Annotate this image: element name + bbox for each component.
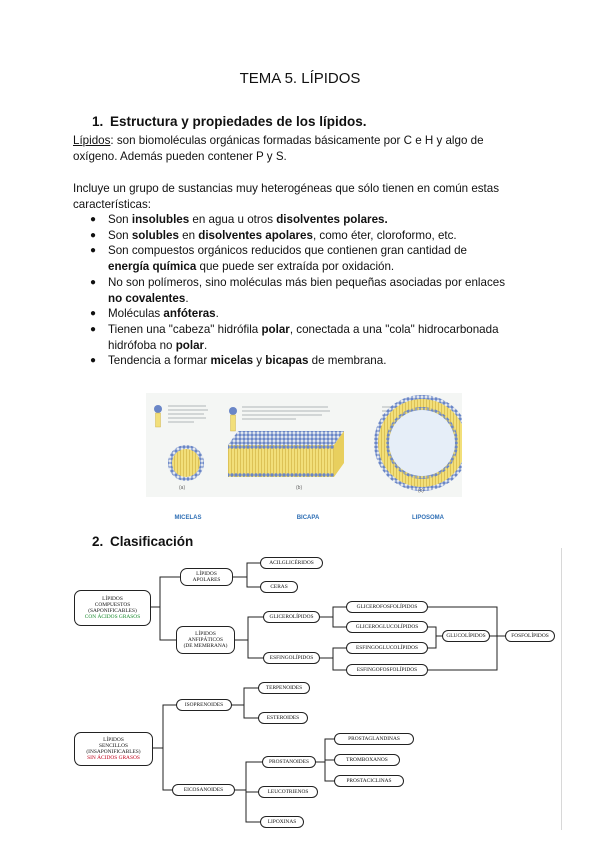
node-line: COMPUESTOS: [94, 601, 131, 608]
node-leucotrienos: LEUCOTRIENOS: [258, 786, 318, 798]
bullet-text: Tienen una "cabeza" hidrófila: [108, 322, 262, 336]
node-lipidos-compuestos: [74, 590, 151, 626]
section-2-number: 2.: [92, 534, 104, 549]
node-line: ANFIPÁTICOS: [187, 636, 224, 643]
node-line: (DE MEMBRANA): [183, 643, 228, 650]
node-esfingoglucolipidos: ESFINGOGLUCOLÍPIDOS: [346, 642, 428, 654]
section-1-title: Estructura y propiedades de los lípidos.: [110, 114, 367, 129]
node-line: LÍPIDOS: [102, 595, 123, 602]
bullet-bold: polar: [261, 322, 290, 336]
node-line: LÍPIDOS: [195, 630, 216, 637]
node-line: SIN ÁCIDOS GRASOS: [87, 755, 140, 762]
definition-text-1: : son biomoléculas orgánicas formadas básicamente por C e H y algo de: [110, 134, 484, 147]
node-line: (INSAPONIFICABLES): [86, 749, 141, 755]
bullet-text: .: [204, 338, 208, 352]
bullet-bold: energía química: [108, 260, 197, 274]
bullet-text: .: [185, 291, 189, 305]
bullet-text: , conectada a una "cola" hidrocarbonada hidrófoba no: [108, 322, 499, 352]
node-terpenoides: TERPENOIDES: [258, 682, 310, 694]
node-glicerofosfolipidos: GLICEROFOSFOLÍPIDOS: [346, 601, 428, 613]
node-line: CON ÁCIDOS GRASOS: [84, 614, 141, 621]
bullet-bold: micelas: [210, 354, 254, 368]
bullet-text: que puede ser extraída por oxidación.: [196, 260, 395, 274]
bullet-bold: solubles: [131, 228, 179, 242]
node-line: LÍPIDOS: [196, 570, 217, 577]
bullet-bold: disolventes apolares: [198, 228, 313, 242]
scan-edge-divider: [561, 548, 562, 830]
node-lipidos-apolares: [180, 568, 233, 586]
bullet-text: Son: [108, 228, 132, 242]
node-prostanoides: PROSTANOIDES: [262, 756, 316, 768]
definition-term: Lípidos: [73, 134, 111, 147]
page-title: TEMA 5. LÍPIDOS: [239, 70, 361, 87]
node-ceras: CERAS: [260, 581, 298, 593]
caption-micelas: MICELAS: [174, 515, 202, 521]
bullet-bold: polar: [175, 338, 205, 352]
list-item: ● No son polímeros, sino moléculas más bien pequeñas asociadas por enlaces no covalentes.: [90, 275, 505, 305]
node-eicosanoides: EICOSANOIDES: [172, 784, 235, 796]
section-1-number: 1.: [92, 114, 104, 129]
node-line: APOLARES: [192, 577, 221, 583]
caption-bicapa: BICAPA: [296, 515, 320, 521]
node-glicerolipidos: GLICEROLÍPIDOS: [263, 611, 320, 623]
intro-text-2: características:: [73, 197, 151, 211]
node-acilgliceridos: ACILGLICÉRIDOS: [260, 557, 323, 569]
bullet-text: Moléculas: [108, 307, 164, 321]
node-esfingolipidos: ESFINGOLÍPIDOS: [263, 652, 320, 664]
list-item: ● Son insolubles en agua u otros disolventes polares.: [90, 213, 388, 226]
node-lipidos-anfipaticos: [176, 626, 235, 654]
bullet-bold: no covalentes: [108, 291, 186, 305]
node-line: (SAPONIFICABLES): [88, 608, 137, 614]
bullet-bold: disolventes polares.: [276, 213, 388, 226]
bullet-text: Son: [108, 213, 132, 226]
node-esteroides: ESTEROIDES: [258, 712, 308, 724]
node-glucolipidos: GLUCOLÍPIDOS: [442, 630, 490, 642]
bullet-text: Son compuestos orgánicos reducidos que contienen gran cantidad de: [108, 244, 468, 258]
bullet-text: en agua u otros: [189, 213, 277, 226]
node-line: SENCILLOS: [98, 742, 129, 749]
panel-label-b: (b): [296, 485, 303, 491]
node-lipidos-sencillos: [74, 732, 153, 766]
list-item: ● Tendencia a formar micelas y bicapas de membrana.: [90, 354, 387, 368]
node-fosfolipidos: FOSFOLÍPIDOS: [505, 630, 555, 642]
intro-text-1: Incluye un grupo de sustancias muy heterogéneas que sólo tienen en común estas: [73, 182, 500, 195]
list-item: ● Moléculas anfóteras.: [90, 307, 219, 321]
bullet-text: No son polímeros, sino moléculas más bien pequeñas asociadas por enlaces: [108, 275, 505, 289]
bullet-bold: insolubles: [131, 213, 190, 226]
node-prostaciclinas: PROSTACICLINAS: [334, 775, 404, 787]
bullet-text: , como éter, cloroformo, etc.: [312, 228, 457, 242]
node-prostaglandinas: PROSTAGLANDINAS: [334, 733, 414, 745]
section-2-title: Clasificación: [110, 534, 194, 549]
bullet-text: y: [253, 354, 266, 368]
node-esfingofosfolipidos: ESFINGOFOSFOLÍPIDOS: [346, 664, 428, 676]
list-item: ● Tienen una "cabeza" hidrófila polar, conectada a una "cola" hidrocarbonada hidrófoba no polar.: [90, 322, 499, 352]
caption-liposoma: LIPOSOMA: [411, 515, 444, 521]
bullet-text: en: [178, 228, 199, 242]
node-line: LÍPIDOS: [103, 736, 124, 743]
definition-text-2: oxígeno. Además pueden contener P y S.: [73, 149, 287, 163]
bullet-text: .: [215, 307, 219, 321]
node-gliceroglucolipidos: GLICEROGLUCOLÍPIDOS: [346, 621, 428, 633]
panel-label-c: (c): [418, 488, 424, 494]
bullet-bold: anfóteras: [163, 307, 216, 321]
list-item: ● Son solubles en disolventes apolares, como éter, cloroformo, etc.: [90, 228, 457, 242]
bullet-text: Tendencia a formar: [108, 354, 211, 368]
panel-label-a: (a): [179, 485, 186, 491]
list-item: ● Son compuestos orgánicos reducidos que contienen gran cantidad de energía química que puede ser extraída por oxidación.: [90, 244, 468, 274]
bullet-text: de membrana.: [308, 354, 387, 368]
node-lipoxinas: LIPOXINAS: [260, 816, 304, 828]
bullet-bold: bicapas: [265, 354, 309, 368]
node-tromboxanos: TROMBOXANOS: [334, 754, 400, 766]
node-isoprenoides: ISOPRENOIDES: [176, 699, 232, 711]
